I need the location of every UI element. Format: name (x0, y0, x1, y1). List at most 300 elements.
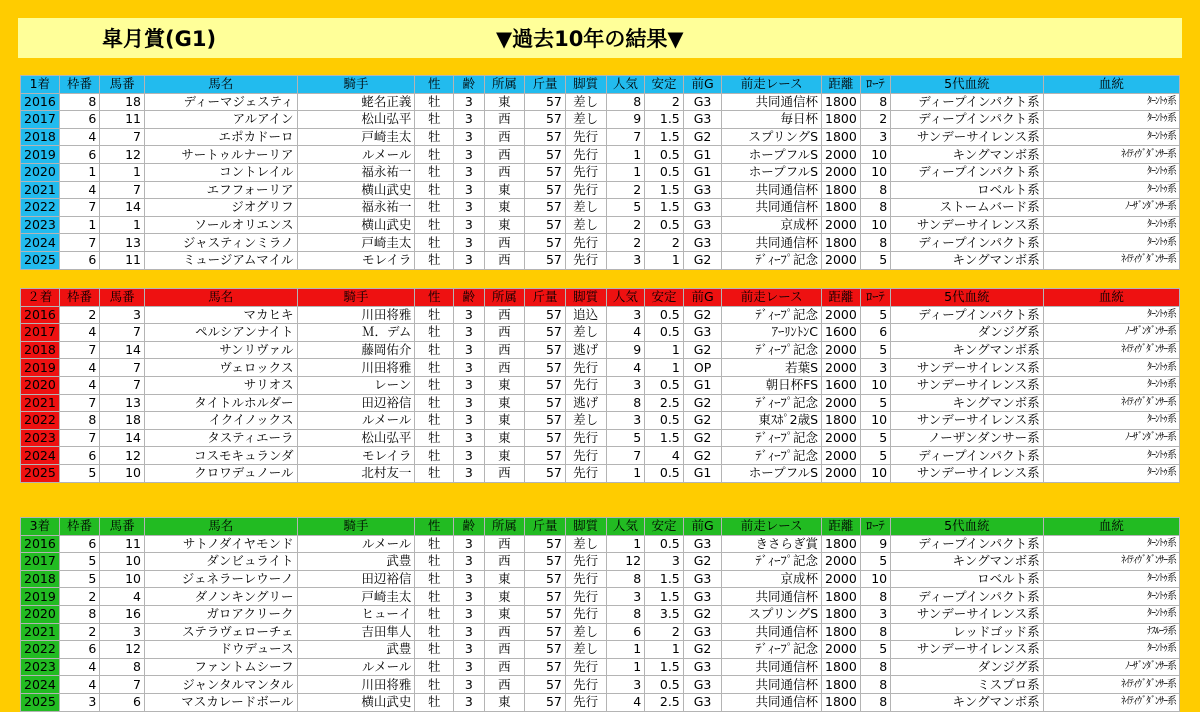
table-row (21, 324, 1180, 342)
table-cell: 西 (484, 146, 525, 164)
column-header: 性 (415, 289, 454, 307)
table-cell: 10 (100, 570, 145, 588)
table-cell: ジェネラーレウーノ (145, 570, 298, 588)
column-header: 斤量 (525, 289, 566, 307)
table-cell: 3 (606, 306, 645, 324)
table-cell: 牡 (415, 163, 454, 181)
column-header: 前G (683, 518, 722, 536)
table-cell: 1800 (822, 588, 861, 606)
table-cell: 4 (606, 693, 645, 711)
table-cell: 0.5 (645, 163, 684, 181)
table-cell: 東 (484, 199, 525, 217)
table-cell: 1800 (822, 93, 861, 111)
table-cell: 3 (606, 251, 645, 269)
table-cell: G2 (683, 429, 722, 447)
table-cell: 57 (525, 394, 566, 412)
table-cell: ペルシアンナイト (145, 324, 298, 342)
column-header: 馬名 (145, 289, 298, 307)
table-cell: 5 (860, 341, 891, 359)
year-cell: 2017 (21, 111, 60, 129)
table-cell: 西 (484, 341, 525, 359)
table-cell: G1 (683, 146, 722, 164)
table-cell: 57 (525, 553, 566, 571)
column-header: 馬番 (100, 518, 145, 536)
table-cell: 3 (454, 429, 485, 447)
table-cell: ディーマジェスティ (145, 93, 298, 111)
table-cell: 57 (525, 111, 566, 129)
table-cell: 2000 (822, 570, 861, 588)
table-row (21, 341, 1180, 359)
table-cell: 1800 (822, 693, 861, 711)
table-cell: 6 (59, 447, 100, 465)
table-cell: 牡 (415, 535, 454, 553)
table-cell: 西 (484, 324, 525, 342)
table-cell: 10 (860, 570, 891, 588)
table-row (21, 111, 1180, 129)
table-cell: 3 (454, 658, 485, 676)
table-cell: サンリヴァル (145, 341, 298, 359)
table-cell: 57 (525, 306, 566, 324)
table-cell: 57 (525, 181, 566, 199)
table-cell: ﾀｰﾝﾄｩ系 (1043, 111, 1179, 129)
table-cell: サンデーサイレンス系 (891, 216, 1044, 234)
table-cell: 57 (525, 693, 566, 711)
year-cell: 2018 (21, 341, 60, 359)
column-header: 齢 (454, 289, 485, 307)
title-banner (18, 18, 1182, 58)
table-cell: 1600 (822, 376, 861, 394)
table-cell: 1800 (822, 676, 861, 694)
column-header: 脚質 (565, 289, 606, 307)
table-cell: クロワデュノール (145, 464, 298, 482)
table-cell: 1.5 (645, 128, 684, 146)
table-cell: 3 (454, 676, 485, 694)
table-cell: 2000 (822, 394, 861, 412)
table-cell: 1800 (822, 623, 861, 641)
table-cell: 牡 (415, 93, 454, 111)
table-cell: 3 (454, 163, 485, 181)
table-cell: 西 (484, 658, 525, 676)
table-cell: 9 (606, 341, 645, 359)
column-header: 性 (415, 76, 454, 94)
table-cell: 0.5 (645, 464, 684, 482)
table-cell: 6 (59, 535, 100, 553)
second-place-table (20, 288, 1180, 483)
table-cell: 1.5 (645, 588, 684, 606)
table-cell: 牡 (415, 181, 454, 199)
header-row (21, 76, 1180, 94)
table-cell: 7 (100, 676, 145, 694)
year-cell: 2017 (21, 324, 60, 342)
table-cell: OP (683, 359, 722, 377)
table-cell: 1 (59, 216, 100, 234)
table-row (21, 693, 1180, 711)
table-cell: ディープインパクト系 (891, 234, 1044, 252)
table-cell: 東 (484, 394, 525, 412)
table-cell: ﾃﾞｨｰﾌﾟ記念 (722, 553, 822, 571)
table-cell: ﾀｰﾝﾄｩ系 (1043, 570, 1179, 588)
table-cell: ﾀｰﾝﾄｩ系 (1043, 234, 1179, 252)
table-cell: G3 (683, 216, 722, 234)
table-cell: 6 (59, 251, 100, 269)
table-cell: 戸崎圭太 (297, 588, 415, 606)
year-cell: 2016 (21, 93, 60, 111)
table-cell: 3 (454, 553, 485, 571)
table-cell: 6 (59, 146, 100, 164)
table-cell: 57 (525, 251, 566, 269)
table-cell: 57 (525, 341, 566, 359)
table-row (21, 553, 1180, 571)
table-cell: 1800 (822, 658, 861, 676)
table-cell: 牡 (415, 216, 454, 234)
table-cell: 5 (860, 641, 891, 659)
table-cell: 3 (454, 128, 485, 146)
table-cell: 10 (860, 163, 891, 181)
table-cell: ファントムシーフ (145, 658, 298, 676)
table-cell: 先行 (565, 553, 606, 571)
table-cell: 3 (454, 111, 485, 129)
table-cell: キングマンボ系 (891, 553, 1044, 571)
table-cell: ﾀｰﾝﾄｩ系 (1043, 412, 1179, 430)
table-row (21, 234, 1180, 252)
column-header: 血統 (1043, 518, 1179, 536)
table-row (21, 676, 1180, 694)
table-cell: ﾉｰｻﾞﾝﾀﾞﾝｻｰ系 (1043, 429, 1179, 447)
table-cell: 4 (606, 359, 645, 377)
table-cell: 10 (860, 216, 891, 234)
table-cell: 10 (860, 376, 891, 394)
table-cell: 57 (525, 163, 566, 181)
column-header: 馬名 (145, 76, 298, 94)
table-cell: 横山武史 (297, 693, 415, 711)
table-cell: 差し (565, 324, 606, 342)
year-cell: 2016 (21, 535, 60, 553)
table-cell: 先行 (565, 128, 606, 146)
table-cell: ﾃﾞｨｰﾌﾟ記念 (722, 641, 822, 659)
table-cell: 7 (59, 341, 100, 359)
table-cell: G3 (683, 658, 722, 676)
table-cell: 牡 (415, 306, 454, 324)
table-cell: 差し (565, 111, 606, 129)
table-cell: 7 (100, 181, 145, 199)
table-cell: 西 (484, 535, 525, 553)
table-cell: タスティエーラ (145, 429, 298, 447)
table-row (21, 570, 1180, 588)
table-cell: 3 (454, 412, 485, 430)
table-cell: 西 (484, 553, 525, 571)
column-header: 脚質 (565, 76, 606, 94)
table-cell: 7 (606, 447, 645, 465)
table-cell: 牡 (415, 128, 454, 146)
year-cell: 2019 (21, 588, 60, 606)
table-cell: 福永祐一 (297, 199, 415, 217)
table-cell: 横山武史 (297, 181, 415, 199)
table-cell: 田辺裕信 (297, 394, 415, 412)
table-cell: 3 (454, 251, 485, 269)
table-cell: 8 (606, 570, 645, 588)
table-cell: 9 (860, 535, 891, 553)
table-cell: 13 (100, 394, 145, 412)
table-cell: 毎日杯 (722, 111, 822, 129)
table-cell: 6 (100, 693, 145, 711)
table-cell: 1 (606, 535, 645, 553)
column-header: 前G (683, 289, 722, 307)
table-cell: 3 (606, 376, 645, 394)
year-cell: 2020 (21, 605, 60, 623)
table-cell: 57 (525, 146, 566, 164)
table-cell: 1 (606, 163, 645, 181)
table-cell: 2000 (822, 641, 861, 659)
year-cell: 2018 (21, 128, 60, 146)
table-cell: G3 (683, 324, 722, 342)
table-cell: 5 (860, 429, 891, 447)
table-cell: 10 (860, 412, 891, 430)
table-cell: ﾃﾞｨｰﾌﾟ記念 (722, 341, 822, 359)
table-cell: 8 (860, 199, 891, 217)
table-cell: 4 (645, 447, 684, 465)
table-row (21, 199, 1180, 217)
place-label: 3着 (21, 518, 60, 536)
table-cell: 57 (525, 605, 566, 623)
table-cell: 先行 (565, 251, 606, 269)
table-cell: 57 (525, 588, 566, 606)
table-cell: ﾀｰﾝﾄｩ系 (1043, 216, 1179, 234)
table-cell: 7 (59, 234, 100, 252)
table-cell: 先行 (565, 605, 606, 623)
table-cell: サートゥルナーリア (145, 146, 298, 164)
column-header: 枠番 (59, 76, 100, 94)
table-cell: レーン (297, 376, 415, 394)
table-cell: 先行 (565, 570, 606, 588)
table-cell: モレイラ (297, 447, 415, 465)
table-cell: G2 (683, 412, 722, 430)
table-row (21, 394, 1180, 412)
table-cell: 7 (59, 394, 100, 412)
table-cell: 6 (59, 641, 100, 659)
table-cell: 逃げ (565, 341, 606, 359)
table-cell: 6 (606, 623, 645, 641)
table-cell: 7 (59, 199, 100, 217)
column-header: 所属 (484, 518, 525, 536)
table-cell: 1800 (822, 199, 861, 217)
table-cell: ヴェロックス (145, 359, 298, 377)
table-cell: 先行 (565, 658, 606, 676)
table-cell: 7 (59, 429, 100, 447)
table-cell: 3 (454, 570, 485, 588)
table-cell: 8 (59, 605, 100, 623)
table-cell: 3 (454, 199, 485, 217)
table-cell: 0.5 (645, 676, 684, 694)
table-cell: 3 (606, 588, 645, 606)
table-cell: ﾀｰﾝﾄｩ系 (1043, 376, 1179, 394)
table-cell: 1.5 (645, 181, 684, 199)
table-cell: 8 (860, 181, 891, 199)
table-cell: 東 (484, 447, 525, 465)
table-cell: 牡 (415, 570, 454, 588)
table-cell: 西 (484, 623, 525, 641)
table-cell: 14 (100, 199, 145, 217)
table-cell: 8 (59, 93, 100, 111)
table-cell: 1.5 (645, 199, 684, 217)
year-cell: 2020 (21, 376, 60, 394)
table-cell: 2 (860, 111, 891, 129)
table-cell: サンデーサイレンス系 (891, 412, 1044, 430)
table-cell: 先行 (565, 693, 606, 711)
table-cell: 牡 (415, 376, 454, 394)
table-cell: 西 (484, 128, 525, 146)
table-cell: ディープインパクト系 (891, 447, 1044, 465)
year-cell: 2021 (21, 623, 60, 641)
table-cell: スプリングS (722, 605, 822, 623)
table-cell: 1800 (822, 412, 861, 430)
column-header: 前走レース (722, 289, 822, 307)
table-cell: 1 (606, 146, 645, 164)
table-cell: G3 (683, 199, 722, 217)
table-cell: 2 (59, 623, 100, 641)
table-cell: 武豊 (297, 641, 415, 659)
table-cell: 牡 (415, 412, 454, 430)
table-cell: 3 (860, 605, 891, 623)
table-cell: ドウデュース (145, 641, 298, 659)
table-cell: 先行 (565, 146, 606, 164)
table-cell: 3 (100, 623, 145, 641)
table-cell: 2 (645, 93, 684, 111)
table-cell: マスカレードボール (145, 693, 298, 711)
table-cell: 東 (484, 181, 525, 199)
table-cell: 1800 (822, 234, 861, 252)
table-cell: ステラヴェローチェ (145, 623, 298, 641)
table-cell: きさらぎ賞 (722, 535, 822, 553)
table-cell: 3 (454, 324, 485, 342)
column-header: 距離 (822, 76, 861, 94)
column-header: 安定 (645, 518, 684, 536)
table-cell: 1800 (822, 181, 861, 199)
table-cell: 0.5 (645, 146, 684, 164)
table-cell: G3 (683, 93, 722, 111)
table-cell: G3 (683, 234, 722, 252)
table-cell: 5 (860, 394, 891, 412)
column-header: 斤量 (525, 76, 566, 94)
table-cell: ﾈｲﾃｨｳﾞﾀﾞﾝｻｰ系 (1043, 553, 1179, 571)
table-cell: 0.5 (645, 324, 684, 342)
table-cell: 3 (860, 128, 891, 146)
table-cell: 10 (860, 464, 891, 482)
table-cell: 3 (454, 359, 485, 377)
year-cell: 2022 (21, 641, 60, 659)
table-cell: タイトルホルダー (145, 394, 298, 412)
table-cell: 牡 (415, 394, 454, 412)
table-row (21, 93, 1180, 111)
table-cell: 牡 (415, 199, 454, 217)
table-cell: 川田将雅 (297, 359, 415, 377)
table-cell: 西 (484, 359, 525, 377)
table-cell: 東 (484, 693, 525, 711)
table-cell: 8 (860, 588, 891, 606)
table-cell: 1800 (822, 535, 861, 553)
year-cell: 2017 (21, 553, 60, 571)
table-cell: 11 (100, 111, 145, 129)
table-cell: キングマンボ系 (891, 341, 1044, 359)
table-cell: G2 (683, 306, 722, 324)
table-cell: 8 (860, 93, 891, 111)
table-cell: 57 (525, 93, 566, 111)
table-cell: 西 (484, 676, 525, 694)
table-cell: 東 (484, 429, 525, 447)
column-header: 枠番 (59, 518, 100, 536)
table-cell: 12 (100, 447, 145, 465)
table-cell: 6 (59, 111, 100, 129)
table-row (21, 641, 1180, 659)
table-cell: モレイラ (297, 251, 415, 269)
table-cell: 差し (565, 199, 606, 217)
year-cell: 2023 (21, 429, 60, 447)
table-cell: G3 (683, 623, 722, 641)
table-row (21, 623, 1180, 641)
table-cell: 8 (606, 394, 645, 412)
table-cell: 京成杯 (722, 216, 822, 234)
table-cell: 共同通信杯 (722, 658, 822, 676)
table-cell: 牡 (415, 641, 454, 659)
column-header: 脚質 (565, 518, 606, 536)
table-cell: ｱｰﾘﾝﾄﾝC (722, 324, 822, 342)
table-cell: ﾃﾞｨｰﾌﾟ記念 (722, 251, 822, 269)
table-cell: 松山弘平 (297, 429, 415, 447)
table-cell: 3 (454, 234, 485, 252)
year-cell: 2023 (21, 658, 60, 676)
table-cell: 先行 (565, 163, 606, 181)
column-header: 安定 (645, 289, 684, 307)
first-place-table (20, 75, 1180, 270)
table-cell: 9 (606, 111, 645, 129)
column-header: 馬名 (145, 518, 298, 536)
table-cell: ﾀｰﾝﾄｩ系 (1043, 447, 1179, 465)
table-cell: 東 (484, 412, 525, 430)
table-cell: 2000 (822, 251, 861, 269)
table-cell: ディープインパクト系 (891, 111, 1044, 129)
table-cell: 3.5 (645, 605, 684, 623)
place-label: ２着 (21, 289, 60, 307)
column-header: 前G (683, 76, 722, 94)
table-cell: 追込 (565, 306, 606, 324)
year-cell: 2025 (21, 464, 60, 482)
table-cell: G3 (683, 535, 722, 553)
table-cell: ダンジグ系 (891, 658, 1044, 676)
table-cell: 4 (59, 376, 100, 394)
table-cell: 10 (860, 146, 891, 164)
table-cell: 牡 (415, 693, 454, 711)
table-cell: 1 (645, 341, 684, 359)
table-cell: 1.5 (645, 111, 684, 129)
race-title: 皐月賞(G1) (102, 27, 217, 51)
table-cell: 4 (59, 359, 100, 377)
header-row (21, 289, 1180, 307)
table-cell: 2.5 (645, 394, 684, 412)
table-cell: 57 (525, 359, 566, 377)
table-cell: 先行 (565, 464, 606, 482)
column-header: 騎手 (297, 289, 415, 307)
table-cell: 14 (100, 341, 145, 359)
table-cell: 7 (606, 128, 645, 146)
table-cell: 東 (484, 376, 525, 394)
table-cell: 牡 (415, 464, 454, 482)
table-cell: 0.5 (645, 216, 684, 234)
table-cell: 1 (645, 251, 684, 269)
table-cell: 5 (860, 553, 891, 571)
table-cell: 57 (525, 199, 566, 217)
table-cell: ﾀｰﾝﾄｩ系 (1043, 306, 1179, 324)
table-cell: ﾀｰﾝﾄｩ系 (1043, 181, 1179, 199)
table-cell: ミスプロ系 (891, 676, 1044, 694)
